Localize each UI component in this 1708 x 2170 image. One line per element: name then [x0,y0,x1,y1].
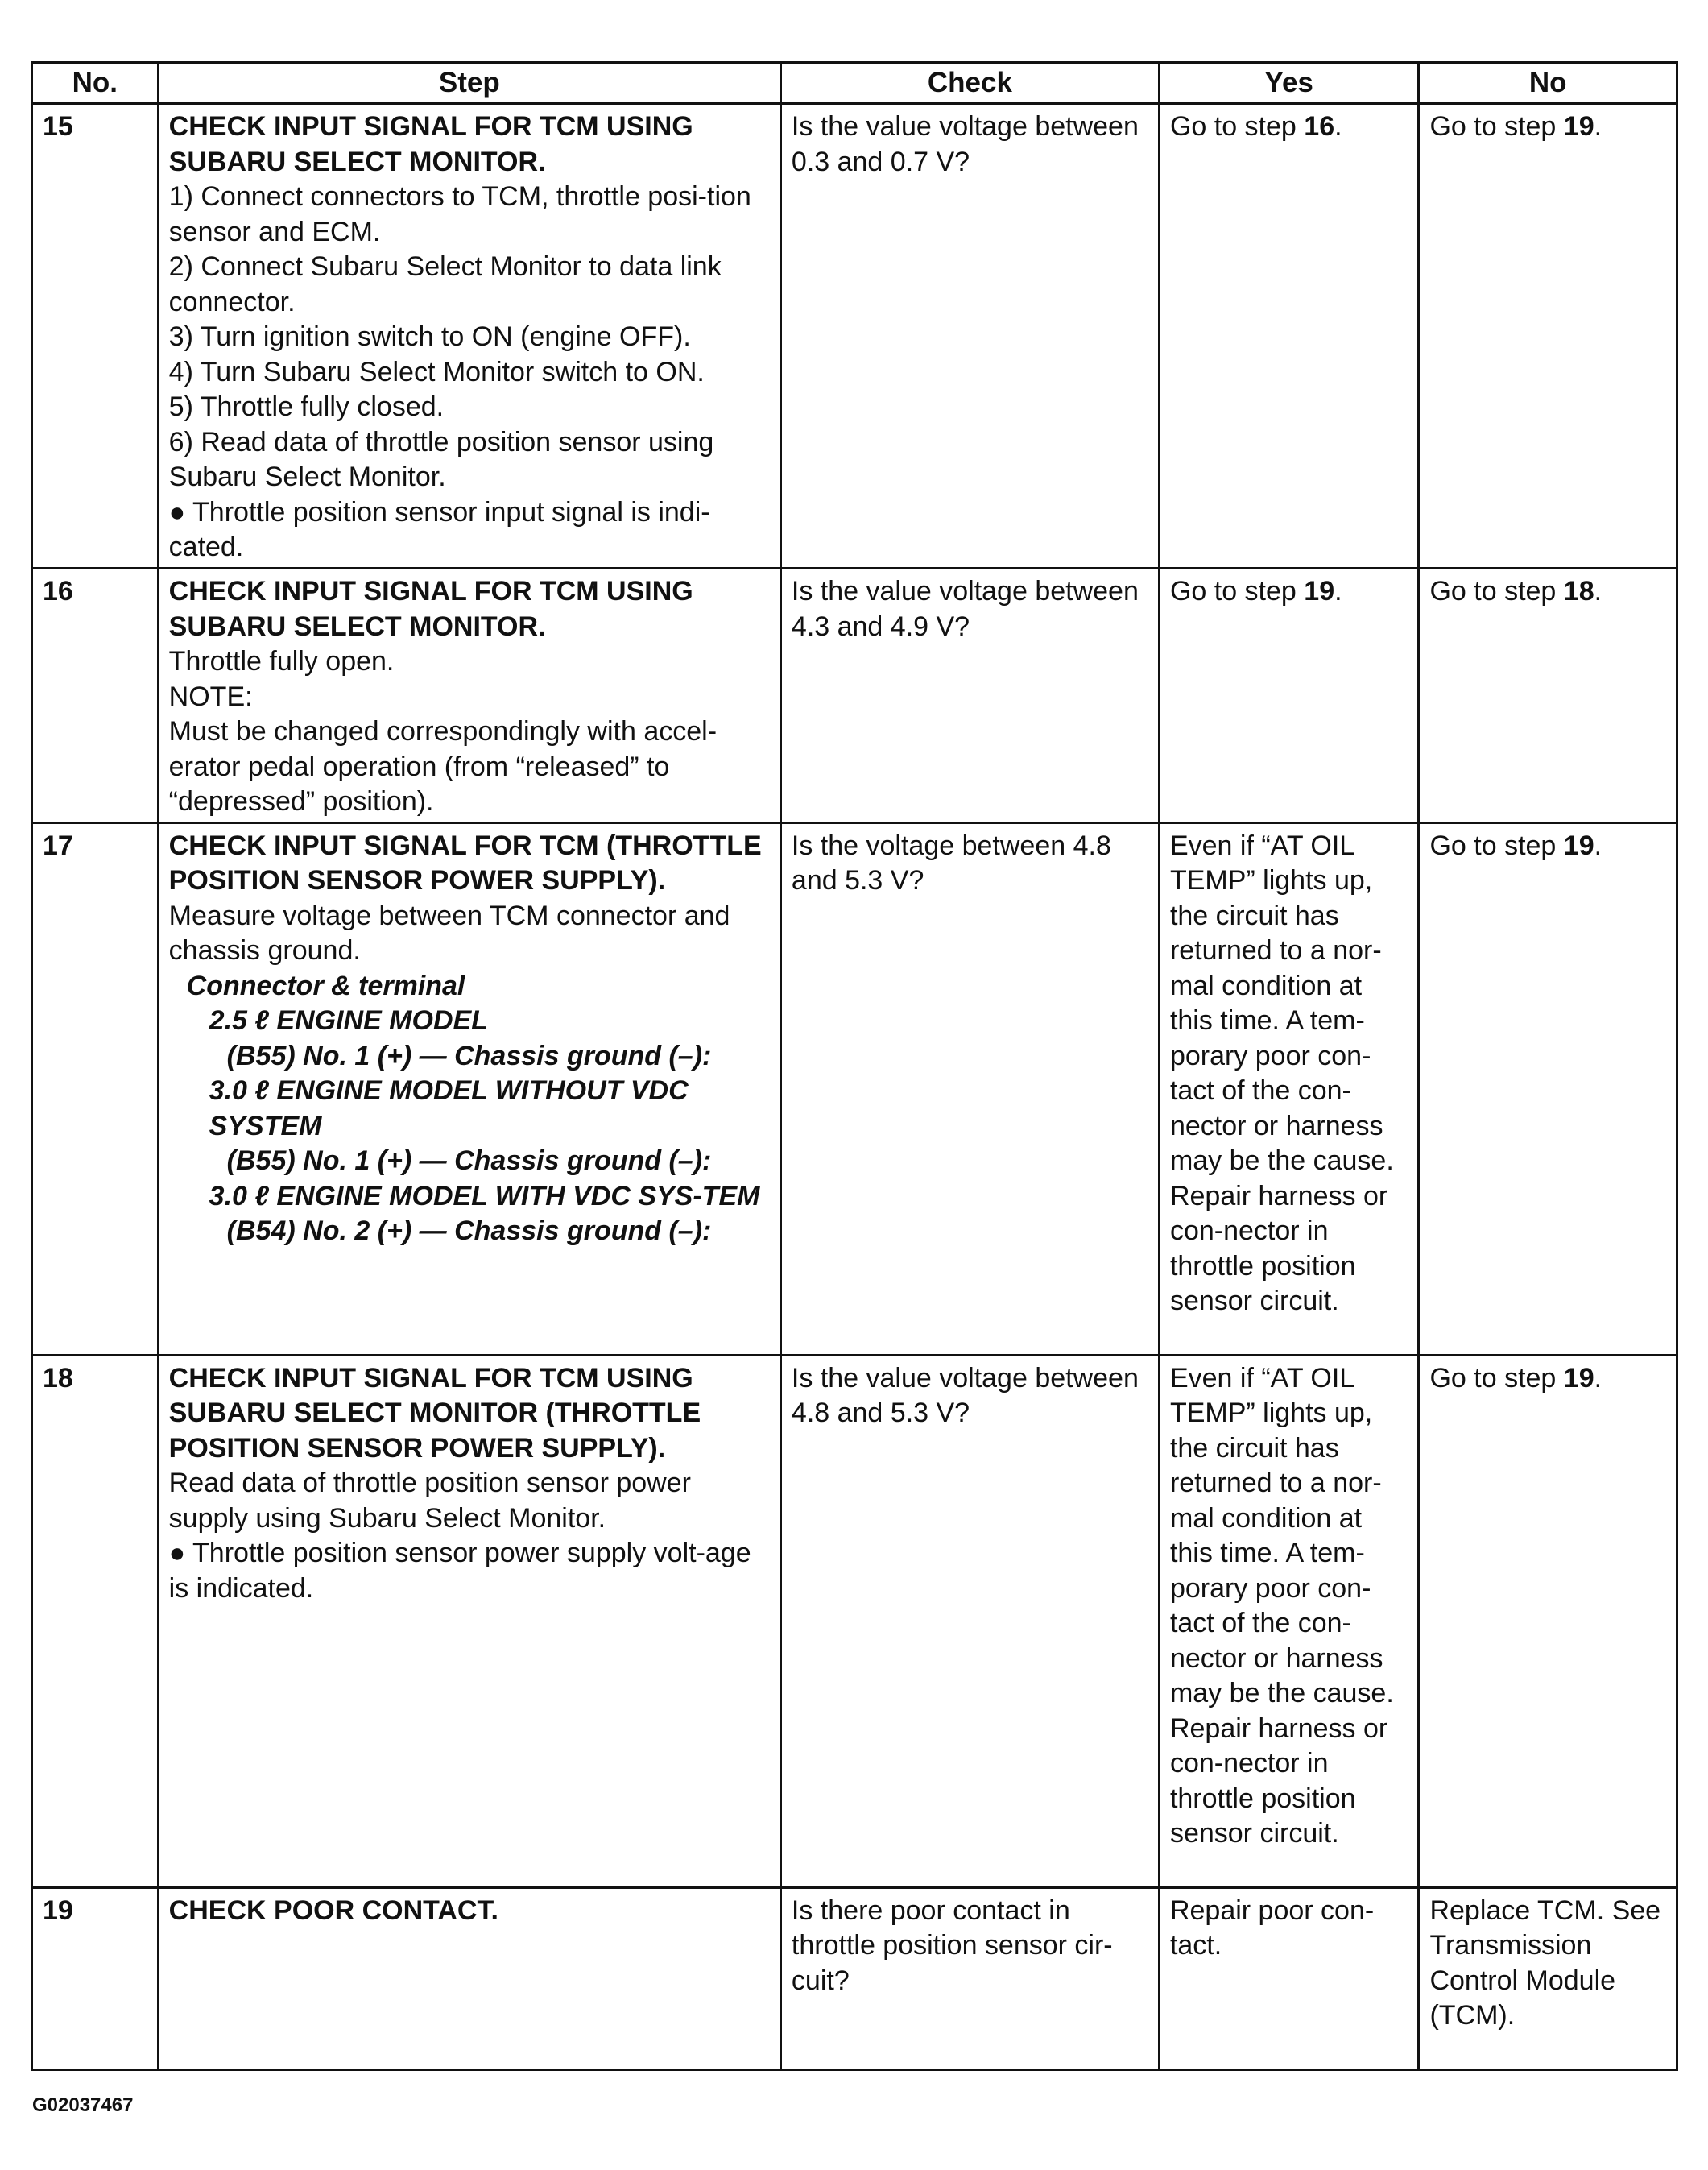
step-line: NOTE: [168,681,253,712]
table-row [32,104,1677,569]
header-check: Check [780,63,1159,104]
no-step-ref: 19 [1563,111,1594,142]
no-suffix: . [1594,1362,1603,1394]
table-row [32,822,1677,1355]
header-step: Step [158,63,780,104]
spec-terminal: (B55) No. 1 (+) — Chassis ground (–): [226,1145,712,1176]
yes-step-ref: 19 [1304,576,1335,607]
spec-terminal: (B55) No. 1 (+) — Chassis ground (–): [226,1040,712,1071]
step-line: 1) Connect connectors to TCM, throttle posi-tion sensor and ECM. [168,181,751,247]
no-text: Go to step [1429,1362,1564,1394]
no-suffix: . [1594,830,1603,861]
table-row [32,1887,1677,2069]
yes-suffix: . [1334,111,1342,142]
step-cell [158,822,780,1355]
no-suffix: . [1594,576,1603,607]
check-cell: Is there poor contact in throttle position sensor cir-cuit? [780,1887,1159,2069]
no-cell [1419,104,1677,569]
diagnostic-table [31,61,1678,2071]
no-cell: Replace TCM. See Transmission Control Module (TCM). [1419,1887,1677,2069]
step-line: 3) Turn ignition switch to ON (engine OFF). [168,321,691,352]
step-line: 2) Connect Subaru Select Monitor to data link connector. [168,251,722,317]
yes-text: Go to step [1169,111,1305,142]
step-number: 15 [32,104,159,569]
step-number: 19 [32,1887,159,2069]
step-number: 18 [32,1355,159,1887]
no-cell [1419,569,1677,823]
step-line: Throttle fully open. [168,646,395,677]
step-title: CHECK INPUT SIGNAL FOR TCM (THROTTLE POSITION SENSOR POWER SUPPLY). [168,830,762,896]
header-row [32,63,1677,104]
header-no: No. [32,63,159,104]
step-title: CHECK INPUT SIGNAL FOR TCM USING SUBARU SELECT MONITOR. [168,111,693,177]
diagnostic-table-sheet [31,61,1678,2071]
header-yes: Yes [1159,63,1419,104]
yes-cell: Even if “AT OIL TEMP” lights up, the circuit has returned to a nor-mal condition at this time. A tem-porary poor con-tact of the con-nector or harness may be the cause. Repair harness or con-nector in throttle position sensor circuit. [1159,822,1419,1355]
no-text: Go to step [1429,576,1564,607]
yes-step-ref: 16 [1304,111,1335,142]
step-line: Measure voltage between TCM connector and chassis ground. [168,900,730,966]
header-no-result: No [1419,63,1677,104]
step-title: CHECK INPUT SIGNAL FOR TCM USING SUBARU SELECT MONITOR. [168,576,693,642]
yes-text: Go to step [1169,576,1305,607]
spec-terminal: (B54) No. 2 (+) — Chassis ground (–): [226,1215,712,1246]
step-line: 5) Throttle fully closed. [168,391,445,422]
yes-cell [1159,569,1419,823]
yes-cell: Repair poor con-tact. [1159,1887,1419,2069]
step-line: Must be changed correspondingly with accel-erator pedal operation (from “released” to “depressed” position). [168,716,718,817]
step-title: CHECK POOR CONTACT. [168,1895,498,1926]
no-step-ref: 18 [1563,576,1594,607]
step-title: CHECK INPUT SIGNAL FOR TCM USING SUBARU SELECT MONITOR (THROTTLE POSITION SENSOR POWER SUPPLY). [168,1362,701,1464]
spec-model: 3.0 ℓ ENGINE MODEL WITHOUT VDC SYSTEM [209,1075,689,1141]
step-cell [158,104,780,569]
table-row [32,569,1677,823]
step-line: ● Throttle position sensor power supply volt-age is indicated. [168,1538,751,1604]
figure-code: G02037467 [32,2094,134,2116]
step-line: ● Throttle position sensor input signal is indi-cated. [168,496,710,562]
check-cell: Is the value voltage between 4.3 and 4.9 V? [780,569,1159,823]
no-text: Go to step [1429,111,1564,142]
no-cell [1419,1355,1677,1887]
no-text: Go to step [1429,830,1564,861]
yes-cell: Even if “AT OIL TEMP” lights up, the circuit has returned to a nor-mal condition at this time. A tem-porary poor con-tact of the con-nector or harness may be the cause. Repair harness or con-nector in throttle position sensor circuit. [1159,1355,1419,1887]
no-cell [1419,822,1677,1355]
yes-suffix: . [1334,576,1342,607]
step-line: 4) Turn Subaru Select Monitor switch to ON. [168,356,705,387]
step-number: 16 [32,569,159,823]
step-line: Read data of throttle position sensor power supply using Subaru Select Monitor. [168,1468,691,1534]
step-cell [158,1887,780,2069]
spec-heading: Connector & terminal [186,970,465,1001]
check-cell: Is the value voltage between 0.3 and 0.7 V? [780,104,1159,569]
check-cell: Is the value voltage between 4.8 and 5.3 V? [780,1355,1159,1887]
no-suffix: . [1594,111,1603,142]
step-line: 6) Read data of throttle position sensor using Subaru Select Monitor. [168,426,714,492]
check-cell: Is the voltage between 4.8 and 5.3 V? [780,822,1159,1355]
no-step-ref: 19 [1563,1362,1594,1394]
spec-model: 2.5 ℓ ENGINE MODEL [209,1005,488,1036]
yes-cell [1159,104,1419,569]
step-number: 17 [32,822,159,1355]
spec-model: 3.0 ℓ ENGINE MODEL WITH VDC SYS-TEM [209,1180,760,1211]
no-step-ref: 19 [1563,830,1594,861]
step-cell [158,569,780,823]
step-cell [158,1355,780,1887]
table-row [32,1355,1677,1887]
